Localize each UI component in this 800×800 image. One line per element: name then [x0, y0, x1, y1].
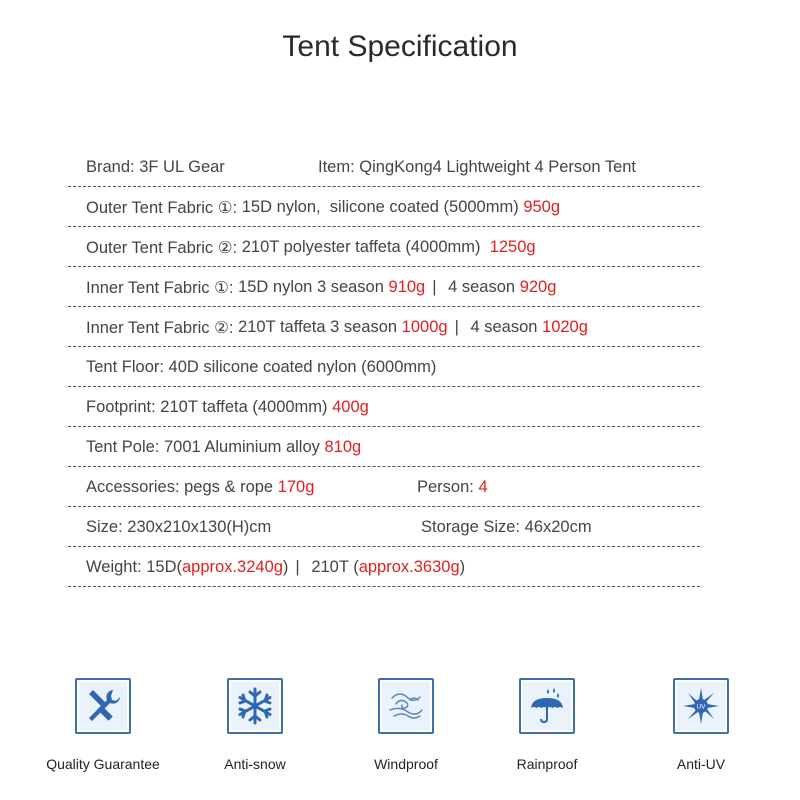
- item-value: QingKong4 Lightweight 4 Person Tent: [359, 158, 637, 176]
- weight-15d-prefix: 15D(: [146, 558, 182, 576]
- footprint-weight: 400g: [332, 398, 369, 416]
- feature-label-quality: Quality Guarantee: [46, 756, 160, 772]
- person-value: 4: [478, 478, 488, 496]
- feature-label-rainproof: Rainproof: [516, 756, 578, 772]
- tools-icon: [75, 678, 131, 734]
- outer1-value: 15D nylon, silicone coated (5000mm): [241, 198, 519, 216]
- footprint-value: 210T taffeta (4000mm): [160, 398, 328, 416]
- spec-row-outer2: [68, 227, 700, 267]
- spec-row-inner1: [68, 267, 700, 307]
- size-label: Size:: [86, 518, 123, 536]
- accessories-label: Accessories:: [86, 478, 180, 496]
- weight-210t-value: approx.3630g: [358, 558, 460, 576]
- feature-label-anti-snow: Anti-snow: [224, 756, 286, 772]
- size-value: 230x210x130(H)cm: [127, 518, 272, 536]
- brand-label: Brand:: [86, 158, 135, 176]
- sun-uv-icon: [673, 678, 729, 734]
- pole-label: Tent Pole:: [86, 438, 160, 456]
- person-label: Person:: [417, 478, 474, 496]
- inner2-weight-3season: 1000g: [401, 318, 448, 336]
- spec-row-accessories: [68, 467, 700, 507]
- inner2-value-4season: 4 season: [470, 318, 538, 336]
- floor-value: 40D silicone coated nylon (6000mm): [168, 358, 437, 376]
- separator: |: [432, 278, 437, 296]
- outer1-weight: 950g: [523, 198, 561, 216]
- spec-row-weight: [68, 547, 700, 587]
- spec-row-outer1: [68, 187, 700, 227]
- separator: |: [454, 318, 459, 336]
- weight-label: Weight:: [86, 558, 142, 576]
- feature-quality: [28, 678, 178, 772]
- inner2-label: Inner Tent Fabric ②:: [86, 318, 234, 337]
- brand-value: 3F UL Gear: [139, 158, 225, 176]
- feature-label-windproof: Windproof: [374, 756, 438, 772]
- feature-windproof: [331, 678, 481, 772]
- inner2-value: 210T taffeta 3 season: [238, 318, 398, 336]
- spec-row-footprint: [68, 387, 700, 427]
- storage-label: Storage Size:: [421, 518, 521, 536]
- snowflake-icon: [227, 678, 283, 734]
- weight-210t-prefix: 210T (: [311, 558, 359, 576]
- item-label: Item:: [318, 158, 355, 176]
- spec-table: [68, 147, 700, 587]
- accessories-value: pegs & rope: [184, 478, 274, 496]
- outer2-label: Outer Tent Fabric ②:: [86, 238, 238, 257]
- feature-anti-uv: [626, 678, 776, 772]
- inner1-value: 15D nylon 3 season: [238, 278, 384, 296]
- svg-text:UV: UV: [696, 703, 706, 711]
- spec-row-brand: [68, 147, 700, 187]
- umbrella-icon: [519, 678, 575, 734]
- wind-icon: [378, 678, 434, 734]
- feature-anti-snow: [180, 678, 330, 772]
- footprint-label: Footprint:: [86, 398, 156, 416]
- inner2-weight-4season: 1020g: [542, 318, 588, 336]
- feature-rainproof: [472, 678, 622, 772]
- spec-row-floor: [68, 347, 700, 387]
- outer2-value: 210T polyester taffeta (4000mm): [241, 238, 481, 256]
- floor-label: Tent Floor:: [86, 358, 164, 376]
- weight-210t-close: ): [459, 558, 466, 576]
- pole-weight: 810g: [324, 438, 362, 456]
- weight-15d-close: ): [282, 558, 289, 576]
- outer1-label: Outer Tent Fabric ①:: [86, 198, 238, 217]
- storage-value: 46x20cm: [524, 518, 592, 536]
- weight-15d-value: approx.3240g: [182, 558, 283, 576]
- inner1-weight-4season: 920g: [519, 278, 557, 296]
- inner1-value-4season: 4 season: [448, 278, 516, 296]
- spec-row-pole: [68, 427, 700, 467]
- inner1-weight-3season: 910g: [388, 278, 426, 296]
- page-title: Tent Specification: [282, 30, 518, 63]
- feature-strip: [0, 678, 800, 788]
- accessories-weight: 170g: [277, 478, 315, 496]
- spec-row-inner2: [68, 307, 700, 347]
- inner1-label: Inner Tent Fabric ①:: [86, 278, 234, 297]
- outer2-weight: 1250g: [489, 238, 536, 256]
- separator: |: [295, 558, 300, 576]
- spec-row-size: [68, 507, 700, 547]
- pole-value: 7001 Aluminium alloy: [163, 438, 320, 456]
- feature-label-anti-uv: Anti-UV: [676, 756, 726, 772]
